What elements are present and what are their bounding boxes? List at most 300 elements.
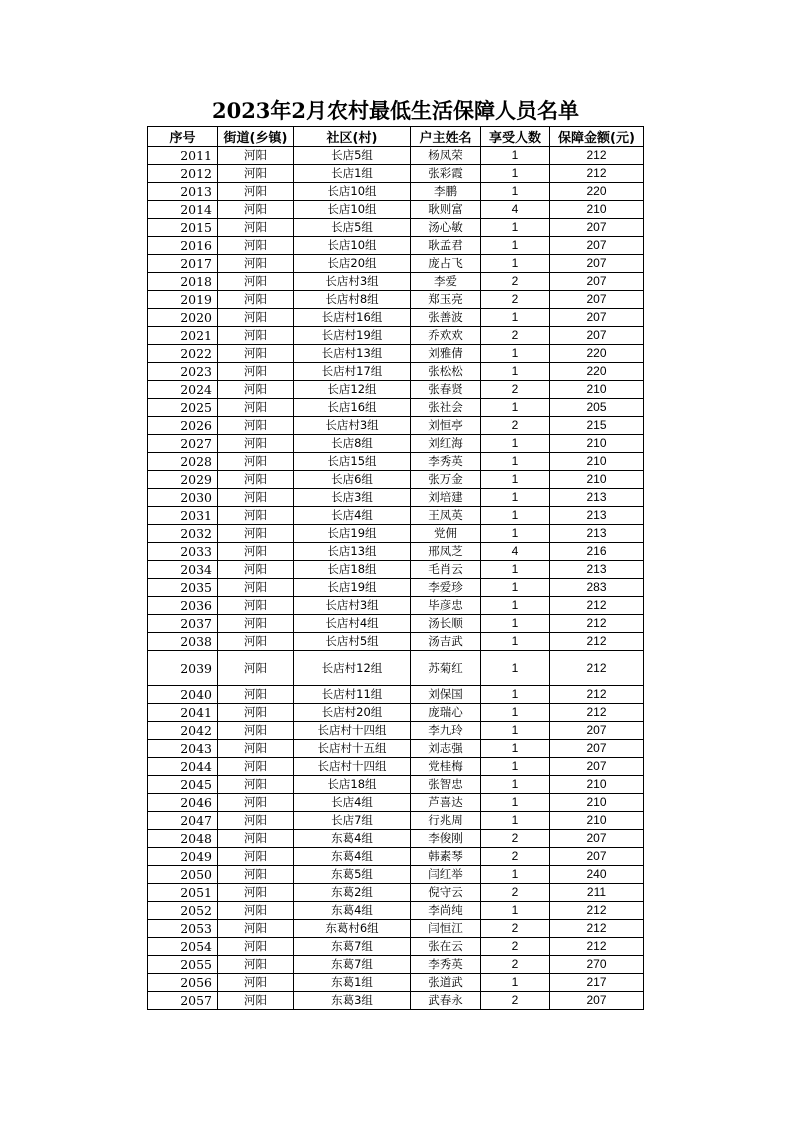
table-row <box>148 363 644 381</box>
amount-cell: 210 <box>550 201 644 219</box>
community-cell: 长店10组 <box>294 237 411 255</box>
table-row <box>148 345 644 363</box>
amount-cell: 207 <box>550 255 644 273</box>
street-cell: 河阳 <box>218 633 294 651</box>
street-cell: 河阳 <box>218 507 294 525</box>
row-number: 2033 <box>148 543 218 561</box>
people-count: 1 <box>481 740 550 758</box>
street-cell: 河阳 <box>218 327 294 345</box>
street-cell: 河阳 <box>218 345 294 363</box>
table-row <box>148 686 644 704</box>
street-cell: 河阳 <box>218 147 294 165</box>
street-cell: 河阳 <box>218 884 294 902</box>
header-cell-street: 街道(乡镇) <box>218 127 294 147</box>
row-number: 2042 <box>148 722 218 740</box>
people-count: 1 <box>481 237 550 255</box>
community-cell: 长店村17组 <box>294 363 411 381</box>
householder-name: 庞瑞心 <box>411 704 481 722</box>
street-cell: 河阳 <box>218 525 294 543</box>
community-cell: 长店12组 <box>294 381 411 399</box>
row-number: 2046 <box>148 794 218 812</box>
header-cell-community: 社区(村) <box>294 127 411 147</box>
householder-name: 张松松 <box>411 363 481 381</box>
community-cell: 长店村4组 <box>294 615 411 633</box>
table-row <box>148 579 644 597</box>
householder-name: 李鹏 <box>411 183 481 201</box>
householder-name: 张道武 <box>411 974 481 992</box>
street-cell: 河阳 <box>218 255 294 273</box>
community-cell: 长店村十四组 <box>294 722 411 740</box>
table-row <box>148 183 644 201</box>
community-cell: 东葛4组 <box>294 902 411 920</box>
street-cell: 河阳 <box>218 579 294 597</box>
street-cell: 河阳 <box>218 794 294 812</box>
row-number: 2034 <box>148 561 218 579</box>
amount-cell: 207 <box>550 758 644 776</box>
amount-cell: 207 <box>550 848 644 866</box>
table-row <box>148 956 644 974</box>
street-cell: 河阳 <box>218 291 294 309</box>
community-cell: 长店1组 <box>294 165 411 183</box>
householder-name: 苏菊红 <box>411 651 481 686</box>
amount-cell: 212 <box>550 597 644 615</box>
row-number: 2029 <box>148 471 218 489</box>
people-count: 1 <box>481 489 550 507</box>
community-cell: 长店16组 <box>294 399 411 417</box>
people-count: 1 <box>481 435 550 453</box>
table-row <box>148 381 644 399</box>
street-cell: 河阳 <box>218 381 294 399</box>
amount-cell: 213 <box>550 489 644 507</box>
householder-name: 刘培建 <box>411 489 481 507</box>
people-count: 1 <box>481 722 550 740</box>
street-cell: 河阳 <box>218 776 294 794</box>
householder-name: 李爱珍 <box>411 579 481 597</box>
community-cell: 长店村13组 <box>294 345 411 363</box>
householder-name: 张智忠 <box>411 776 481 794</box>
community-cell: 长店村16组 <box>294 309 411 327</box>
table-row <box>148 561 644 579</box>
street-cell: 河阳 <box>218 920 294 938</box>
people-count: 1 <box>481 776 550 794</box>
householder-name: 韩素琴 <box>411 848 481 866</box>
householder-name: 汤长顺 <box>411 615 481 633</box>
row-number: 2031 <box>148 507 218 525</box>
row-number: 2038 <box>148 633 218 651</box>
table-row <box>148 525 644 543</box>
householder-name: 毕彦忠 <box>411 597 481 615</box>
amount-cell: 207 <box>550 327 644 345</box>
householder-name: 耿则富 <box>411 201 481 219</box>
people-count: 2 <box>481 938 550 956</box>
householder-name: 倪守云 <box>411 884 481 902</box>
people-count: 1 <box>481 345 550 363</box>
amount-cell: 220 <box>550 363 644 381</box>
householder-name: 李俊刚 <box>411 830 481 848</box>
community-cell: 长店8组 <box>294 435 411 453</box>
householder-name: 汤吉武 <box>411 633 481 651</box>
row-number: 2056 <box>148 974 218 992</box>
row-number: 2020 <box>148 309 218 327</box>
people-count: 1 <box>481 471 550 489</box>
community-cell: 长店20组 <box>294 255 411 273</box>
householder-name: 芦喜达 <box>411 794 481 812</box>
row-number: 2024 <box>148 381 218 399</box>
amount-cell: 220 <box>550 183 644 201</box>
table-row <box>148 489 644 507</box>
amount-cell: 210 <box>550 794 644 812</box>
people-count: 1 <box>481 561 550 579</box>
people-count: 2 <box>481 273 550 291</box>
street-cell: 河阳 <box>218 597 294 615</box>
table-row <box>148 435 644 453</box>
people-count: 1 <box>481 147 550 165</box>
amount-cell: 212 <box>550 938 644 956</box>
street-cell: 河阳 <box>218 165 294 183</box>
street-cell: 河阳 <box>218 938 294 956</box>
people-count: 1 <box>481 219 550 237</box>
amount-cell: 207 <box>550 992 644 1010</box>
row-number: 2036 <box>148 597 218 615</box>
community-cell: 东葛4组 <box>294 830 411 848</box>
table-row <box>148 327 644 345</box>
table-row <box>148 992 644 1010</box>
community-cell: 长店村20组 <box>294 704 411 722</box>
row-number: 2027 <box>148 435 218 453</box>
people-count: 1 <box>481 453 550 471</box>
people-count: 1 <box>481 902 550 920</box>
amount-cell: 212 <box>550 920 644 938</box>
row-number: 2030 <box>148 489 218 507</box>
street-cell: 河阳 <box>218 435 294 453</box>
amount-cell: 210 <box>550 435 644 453</box>
householder-name: 刘红海 <box>411 435 481 453</box>
row-number: 2021 <box>148 327 218 345</box>
table-row <box>148 866 644 884</box>
amount-cell: 207 <box>550 722 644 740</box>
householder-name: 刘恒亭 <box>411 417 481 435</box>
people-count: 1 <box>481 183 550 201</box>
householder-name: 刘保国 <box>411 686 481 704</box>
householder-name: 张社会 <box>411 399 481 417</box>
recipient-table <box>147 126 644 1010</box>
householder-name: 汤心敏 <box>411 219 481 237</box>
row-number: 2043 <box>148 740 218 758</box>
amount-cell: 213 <box>550 525 644 543</box>
community-cell: 东葛7组 <box>294 956 411 974</box>
amount-cell: 207 <box>550 273 644 291</box>
householder-name: 党佣 <box>411 525 481 543</box>
householder-name: 张在云 <box>411 938 481 956</box>
table-row <box>148 974 644 992</box>
community-cell: 长店村12组 <box>294 651 411 686</box>
row-number: 2016 <box>148 237 218 255</box>
community-cell: 长店村19组 <box>294 327 411 345</box>
people-count: 2 <box>481 956 550 974</box>
row-number: 2011 <box>148 147 218 165</box>
table-row <box>148 291 644 309</box>
community-cell: 东葛3组 <box>294 992 411 1010</box>
table-row <box>148 219 644 237</box>
row-number: 2017 <box>148 255 218 273</box>
amount-cell: 212 <box>550 633 644 651</box>
table-row <box>148 273 644 291</box>
amount-cell: 212 <box>550 704 644 722</box>
people-count: 4 <box>481 543 550 561</box>
amount-cell: 213 <box>550 561 644 579</box>
people-count: 1 <box>481 579 550 597</box>
street-cell: 河阳 <box>218 740 294 758</box>
street-cell: 河阳 <box>218 722 294 740</box>
table-row <box>148 417 644 435</box>
community-cell: 长店5组 <box>294 147 411 165</box>
community-cell: 东葛2组 <box>294 884 411 902</box>
people-count: 2 <box>481 992 550 1010</box>
amount-cell: 205 <box>550 399 644 417</box>
table-row <box>148 920 644 938</box>
amount-cell: 240 <box>550 866 644 884</box>
community-cell: 长店3组 <box>294 489 411 507</box>
table-row <box>148 453 644 471</box>
table-row <box>148 902 644 920</box>
amount-cell: 207 <box>550 291 644 309</box>
amount-cell: 211 <box>550 884 644 902</box>
page-title: 2023年2月农村最低生活保障人员名单 <box>211 98 580 123</box>
community-cell: 长店18组 <box>294 561 411 579</box>
row-number: 2055 <box>148 956 218 974</box>
people-count: 1 <box>481 255 550 273</box>
community-cell: 长店10组 <box>294 183 411 201</box>
table-row <box>148 722 644 740</box>
amount-cell: 212 <box>550 615 644 633</box>
householder-name: 李九玲 <box>411 722 481 740</box>
householder-name: 李尚纯 <box>411 902 481 920</box>
header-cell-householder: 户主姓名 <box>411 127 481 147</box>
amount-cell: 212 <box>550 651 644 686</box>
householder-name: 张万金 <box>411 471 481 489</box>
row-number: 2052 <box>148 902 218 920</box>
row-number: 2051 <box>148 884 218 902</box>
amount-cell: 212 <box>550 686 644 704</box>
amount-cell: 216 <box>550 543 644 561</box>
people-count: 1 <box>481 633 550 651</box>
householder-name: 闫恒江 <box>411 920 481 938</box>
community-cell: 长店5组 <box>294 219 411 237</box>
table-row <box>148 201 644 219</box>
people-count: 2 <box>481 848 550 866</box>
householder-name: 闫红举 <box>411 866 481 884</box>
people-count: 2 <box>481 381 550 399</box>
amount-cell: 207 <box>550 309 644 327</box>
people-count: 1 <box>481 866 550 884</box>
table-row <box>148 758 644 776</box>
community-cell: 东葛7组 <box>294 938 411 956</box>
street-cell: 河阳 <box>218 956 294 974</box>
community-cell: 长店10组 <box>294 201 411 219</box>
people-count: 1 <box>481 794 550 812</box>
row-number: 2049 <box>148 848 218 866</box>
people-count: 1 <box>481 399 550 417</box>
householder-name: 李爱 <box>411 273 481 291</box>
table-row <box>148 399 644 417</box>
amount-cell: 207 <box>550 830 644 848</box>
people-count: 1 <box>481 651 550 686</box>
people-count: 1 <box>481 704 550 722</box>
people-count: 1 <box>481 758 550 776</box>
row-number: 2035 <box>148 579 218 597</box>
householder-name: 张善波 <box>411 309 481 327</box>
table-row <box>148 147 644 165</box>
householder-name: 毛肖云 <box>411 561 481 579</box>
row-number: 2041 <box>148 704 218 722</box>
community-cell: 长店19组 <box>294 525 411 543</box>
row-number: 2012 <box>148 165 218 183</box>
street-cell: 河阳 <box>218 489 294 507</box>
people-count: 1 <box>481 363 550 381</box>
community-cell: 长店村5组 <box>294 633 411 651</box>
householder-name: 党桂梅 <box>411 758 481 776</box>
table-row <box>148 812 644 830</box>
table-row <box>148 651 644 686</box>
householder-name: 邢凤芝 <box>411 543 481 561</box>
table-row <box>148 633 644 651</box>
row-number: 2054 <box>148 938 218 956</box>
amount-cell: 212 <box>550 902 644 920</box>
row-number: 2025 <box>148 399 218 417</box>
table-row <box>148 165 644 183</box>
street-cell: 河阳 <box>218 812 294 830</box>
community-cell: 东葛1组 <box>294 974 411 992</box>
row-number: 2013 <box>148 183 218 201</box>
community-cell: 东葛4组 <box>294 848 411 866</box>
people-count: 2 <box>481 830 550 848</box>
street-cell: 河阳 <box>218 417 294 435</box>
amount-cell: 210 <box>550 776 644 794</box>
header-cell-amount: 保障金额(元) <box>550 127 644 147</box>
people-count: 1 <box>481 615 550 633</box>
amount-cell: 210 <box>550 453 644 471</box>
row-number: 2057 <box>148 992 218 1010</box>
amount-cell: 213 <box>550 507 644 525</box>
street-cell: 河阳 <box>218 686 294 704</box>
street-cell: 河阳 <box>218 704 294 722</box>
table-row <box>148 794 644 812</box>
row-number: 2039 <box>148 651 218 686</box>
table-row <box>148 848 644 866</box>
amount-cell: 220 <box>550 345 644 363</box>
street-cell: 河阳 <box>218 974 294 992</box>
street-cell: 河阳 <box>218 237 294 255</box>
householder-name: 行兆周 <box>411 812 481 830</box>
amount-cell: 210 <box>550 471 644 489</box>
street-cell: 河阳 <box>218 830 294 848</box>
householder-name: 庞占飞 <box>411 255 481 273</box>
table-row <box>148 471 644 489</box>
community-cell: 长店村3组 <box>294 417 411 435</box>
table-row <box>148 615 644 633</box>
table-row <box>148 704 644 722</box>
community-cell: 长店18组 <box>294 776 411 794</box>
street-cell: 河阳 <box>218 273 294 291</box>
street-cell: 河阳 <box>218 183 294 201</box>
street-cell: 河阳 <box>218 902 294 920</box>
row-number: 2044 <box>148 758 218 776</box>
householder-name: 张彩霞 <box>411 165 481 183</box>
row-number: 2014 <box>148 201 218 219</box>
community-cell: 长店15组 <box>294 453 411 471</box>
amount-cell: 207 <box>550 237 644 255</box>
people-count: 2 <box>481 327 550 345</box>
table-row <box>148 776 644 794</box>
row-number: 2026 <box>148 417 218 435</box>
table-row <box>148 740 644 758</box>
householder-name: 张春贤 <box>411 381 481 399</box>
header-cell-count: 享受人数 <box>481 127 550 147</box>
householder-name: 刘雅倩 <box>411 345 481 363</box>
table-body <box>148 147 644 1010</box>
community-cell: 长店村十五组 <box>294 740 411 758</box>
street-cell: 河阳 <box>218 758 294 776</box>
amount-cell: 215 <box>550 417 644 435</box>
people-count: 1 <box>481 309 550 327</box>
householder-name: 武春永 <box>411 992 481 1010</box>
community-cell: 长店6组 <box>294 471 411 489</box>
community-cell: 长店13组 <box>294 543 411 561</box>
street-cell: 河阳 <box>218 651 294 686</box>
street-cell: 河阳 <box>218 615 294 633</box>
row-number: 2037 <box>148 615 218 633</box>
people-count: 1 <box>481 812 550 830</box>
householder-name: 李秀英 <box>411 956 481 974</box>
amount-cell: 210 <box>550 812 644 830</box>
amount-cell: 217 <box>550 974 644 992</box>
community-cell: 长店19组 <box>294 579 411 597</box>
table-row <box>148 309 644 327</box>
amount-cell: 212 <box>550 147 644 165</box>
row-number: 2018 <box>148 273 218 291</box>
householder-name: 王凤英 <box>411 507 481 525</box>
row-number: 2040 <box>148 686 218 704</box>
amount-cell: 207 <box>550 219 644 237</box>
people-count: 1 <box>481 597 550 615</box>
householder-name: 李秀英 <box>411 453 481 471</box>
people-count: 2 <box>481 417 550 435</box>
community-cell: 长店村十四组 <box>294 758 411 776</box>
community-cell: 长店7组 <box>294 812 411 830</box>
people-count: 1 <box>481 686 550 704</box>
community-cell: 东葛村6组 <box>294 920 411 938</box>
street-cell: 河阳 <box>218 399 294 417</box>
row-number: 2015 <box>148 219 218 237</box>
amount-cell: 283 <box>550 579 644 597</box>
street-cell: 河阳 <box>218 992 294 1010</box>
row-number: 2028 <box>148 453 218 471</box>
community-cell: 东葛5组 <box>294 866 411 884</box>
row-number: 2053 <box>148 920 218 938</box>
row-number: 2032 <box>148 525 218 543</box>
street-cell: 河阳 <box>218 866 294 884</box>
people-count: 2 <box>481 884 550 902</box>
community-cell: 长店村3组 <box>294 273 411 291</box>
row-number: 2019 <box>148 291 218 309</box>
row-number: 2048 <box>148 830 218 848</box>
table-row <box>148 237 644 255</box>
row-number: 2045 <box>148 776 218 794</box>
street-cell: 河阳 <box>218 471 294 489</box>
people-count: 1 <box>481 525 550 543</box>
people-count: 1 <box>481 507 550 525</box>
community-cell: 长店村8组 <box>294 291 411 309</box>
